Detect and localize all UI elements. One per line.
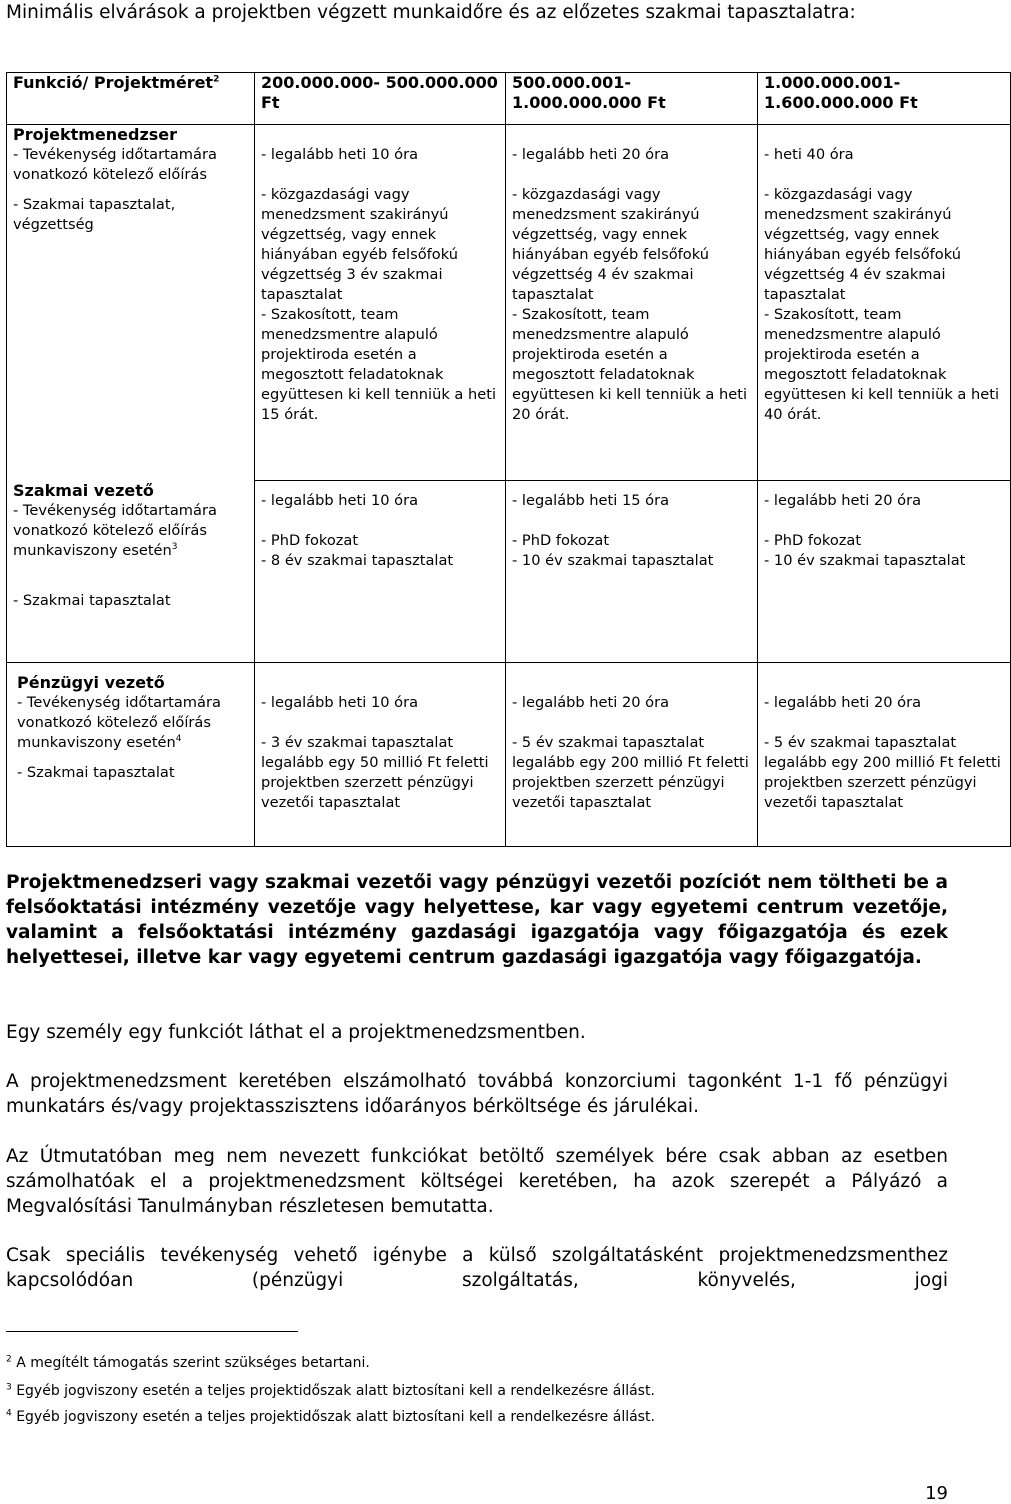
sv-hours-3: - legalább heti 20 óra bbox=[764, 492, 922, 509]
sv-experience-2: - 10 év szakmai tapasztalat bbox=[512, 552, 714, 569]
sv-req-hours: - Tevékenység időtartamára vonatkozó kötelező előírás munkaviszony esetén bbox=[13, 501, 217, 559]
pv-req-experience: - Szakmai tapasztalat bbox=[17, 764, 175, 781]
header-size-2: 500.000.001- 1.000.000.000 Ft bbox=[506, 73, 758, 125]
pm-req-hours: - Tevékenység időtartamára vonatkozó kötelező előírás bbox=[13, 146, 217, 183]
header-label-cell bbox=[7, 73, 255, 125]
intro-text: Minimális elvárások a projektben végzett munkaidőre és az előzetes szakmai tapasztalatra: bbox=[6, 2, 856, 23]
footnote-text: A megítélt támogatás szerint szükséges betartani. bbox=[16, 1355, 370, 1371]
pm-experience-1: - közgazdasági vagy menedzsment szakirányú végzettség, vagy ennek hiányában egyéb felsőfokú végzettség 3 év szakmai tapasztalat bbox=[261, 186, 458, 303]
paragraph-external-services: Csak speciális tevékenység vehető igénybe a külső szolgáltatásként projektmenedzsmenthez kapcsolódóan (pénzügyi szolgáltatás, könyvelés, jogi bbox=[6, 1245, 948, 1291]
sv-cell-2 bbox=[506, 481, 758, 663]
pm-title: Projektmenedzser bbox=[13, 125, 178, 144]
table-header-row bbox=[7, 73, 1011, 125]
sv-phd-1: - PhD fokozat bbox=[261, 532, 359, 549]
paragraph-staff-costs: A projektmenedzsment keretében elszámolható továbbá konzorciumi tagonként 1-1 fő pénzügyi munkatárs és/vagy projektasszisztens időarányos bérköltsége és járulékai. bbox=[6, 1071, 948, 1117]
pm-experience-2: - közgazdasági vagy menedzsment szakirányú végzettség, vagy ennek hiányában egyéb felsőfokú végzettség 4 év szakmai tapasztalat bbox=[512, 186, 709, 303]
pv-experience-1: - 3 év szakmai tapasztalat legalább egy 50 millió Ft feletti projektben szerzett pénzügyi vezetői tapasztalat bbox=[261, 734, 489, 811]
paragraph-restrictions: Projektmenedzseri vagy szakmai vezetői vagy pénzügyi vezetői pozíciót nem töltheti be a felsőoktatási intézmény vezetője vagy helyettese, kar vagy egyetemi centrum vezetője, valamint a felsőoktatási intézmény gazdasági igazgatója vagy főigazgatója és ezek helyettesei, illetve kar vagy egyetemi centrum gazdasági igazgatója vagy főigazgatója. bbox=[6, 872, 948, 968]
sv-experience-3: - 10 év szakmai tapasztalat bbox=[764, 552, 966, 569]
pv-hours-3: - legalább heti 20 óra bbox=[764, 694, 922, 711]
pv-cell-1 bbox=[255, 663, 506, 847]
footnote-number: 2 bbox=[6, 1354, 12, 1365]
table-row bbox=[7, 125, 1011, 481]
header-size-3: 1.000.000.001- 1.600.000.000 Ft bbox=[758, 73, 1011, 125]
paragraph-one-function: Egy személy egy funkciót láthat el a projektmenedzsmentben. bbox=[6, 1022, 586, 1043]
footnote-ref: 2 bbox=[213, 74, 220, 85]
pm-office-1: - Szakosított, team menedzsmentre alapuló projektiroda esetén a megosztott feladatoknak együttesen ki kell tenniük a heti 15 órát. bbox=[261, 306, 497, 423]
page-number: 19 bbox=[925, 1483, 948, 1504]
footnote-text: Egyéb jogviszony esetén a teljes projektidőszak alatt biztosítani kell a rendelkezésre állást. bbox=[16, 1409, 655, 1425]
sv-title: Szakmai vezető bbox=[13, 480, 154, 500]
sv-hours-2: - legalább heti 15 óra bbox=[512, 492, 670, 509]
footnote bbox=[6, 1354, 370, 1372]
pm-hours-2: - legalább heti 20 óra bbox=[512, 146, 670, 163]
footnote-ref: 4 bbox=[175, 734, 182, 745]
pm-office-3: - Szakosított, team menedzsmentre alapuló projektiroda esetén a megosztott feladatoknak együttesen ki kell tenniük a heti 40 órát. bbox=[764, 306, 1000, 423]
pv-hours-2: - legalább heti 20 óra bbox=[512, 694, 670, 711]
pv-experience-2: - 5 év szakmai tapasztalat legalább egy 200 millió Ft feletti projektben szerzett pénzügyi vezetői tapasztalat bbox=[512, 734, 749, 811]
pm-label-cell bbox=[7, 125, 255, 481]
pm-req-experience: - Szakmai tapasztalat, végzettség bbox=[13, 196, 176, 233]
pv-req-hours: - Tevékenység időtartamára vonatkozó kötelező előírás munkaviszony esetén bbox=[17, 694, 221, 751]
pv-experience-3: - 5 év szakmai tapasztalat legalább egy 200 millió Ft feletti projektben szerzett pénzügyi vezetői tapasztalat bbox=[764, 734, 1001, 811]
sv-req-hours-cell bbox=[13, 501, 248, 561]
header-size-1: 200.000.000- 500.000.000 Ft bbox=[255, 73, 506, 125]
footnote-number: 4 bbox=[6, 1408, 12, 1419]
pv-label-cell bbox=[7, 663, 255, 847]
pv-cell-3 bbox=[758, 663, 1011, 847]
table-row bbox=[7, 481, 1011, 663]
sv-experience-1: - 8 év szakmai tapasztalat bbox=[261, 552, 454, 569]
paragraph-other-functions: Az Útmutatóban meg nem nevezett funkciókat betöltő személyek bére csak abban az esetben számolhatóak el a projektmenedzsment költségei keretében, ha azok szerepét a Pályázó a Megvalósítási Tanulmányban részletesen bemutatta. bbox=[6, 1146, 948, 1217]
pm-hours-3: - heti 40 óra bbox=[764, 146, 854, 163]
requirements-table bbox=[6, 72, 1011, 847]
pm-office-2: - Szakosított, team menedzsmentre alapuló projektiroda esetén a megosztott feladatoknak együttesen ki kell tenniük a heti 20 órát. bbox=[512, 306, 748, 423]
sv-req-experience: - Szakmai tapasztalat bbox=[13, 591, 171, 609]
sv-phd-2: - PhD fokozat bbox=[512, 532, 610, 549]
pv-cell-2 bbox=[506, 663, 758, 847]
sv-phd-3: - PhD fokozat bbox=[764, 532, 862, 549]
pm-cell-2 bbox=[506, 125, 758, 481]
sv-cell-3 bbox=[758, 481, 1011, 663]
footnote bbox=[6, 1408, 655, 1426]
header-label: Funkció/ Projektméret bbox=[13, 73, 214, 92]
pv-hours-1: - legalább heti 10 óra bbox=[261, 694, 419, 711]
pv-title: Pénzügyi vezető bbox=[17, 673, 165, 692]
pm-cell-1 bbox=[255, 125, 506, 481]
footnote-ref: 3 bbox=[171, 541, 178, 552]
table-row bbox=[7, 663, 1011, 847]
pm-cell-3 bbox=[758, 125, 1011, 481]
pm-experience-3: - közgazdasági vagy menedzsment szakirányú végzettség, vagy ennek hiányában egyéb felsőfokú végzettség 4 év szakmai tapasztalat bbox=[764, 186, 961, 303]
footnote bbox=[6, 1382, 655, 1400]
sv-label-cell bbox=[7, 481, 255, 663]
footnote-text: Egyéb jogviszony esetén a teljes projektidőszak alatt biztosítani kell a rendelkezésre állást. bbox=[16, 1383, 655, 1399]
sv-cell-1 bbox=[255, 481, 506, 663]
pv-req-hours-cell bbox=[17, 693, 248, 753]
pm-hours-1: - legalább heti 10 óra bbox=[261, 146, 419, 163]
sv-hours-1: - legalább heti 10 óra bbox=[261, 492, 419, 509]
footnote-separator bbox=[6, 1331, 298, 1332]
footnote-number: 3 bbox=[6, 1382, 12, 1393]
